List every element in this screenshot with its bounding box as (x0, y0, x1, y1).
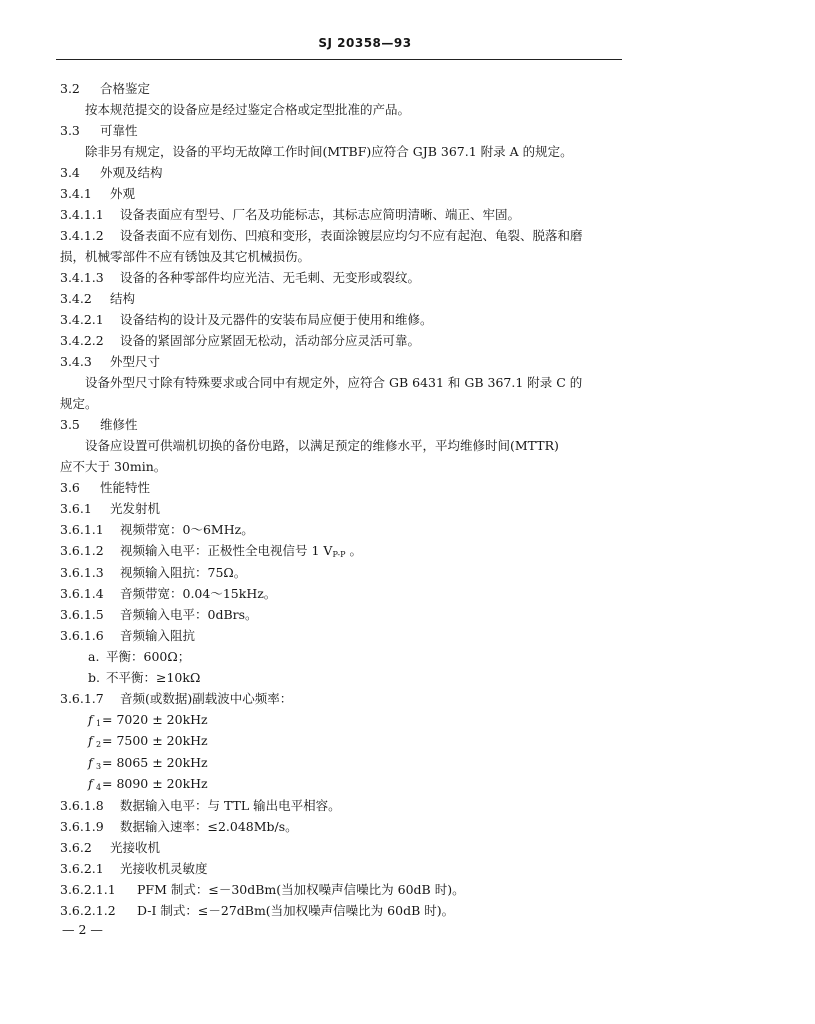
section-number: 3.4.2.2 (60, 333, 104, 348)
section-number: 3.3 (60, 123, 80, 138)
section-number: 3.2 (60, 81, 80, 96)
section-number: 3.5 (60, 417, 80, 432)
formula-variable: f (88, 712, 93, 727)
section-number: 3.6.2.1.1 (60, 882, 116, 897)
line-text: D-I 制式：≤－27dBm(当加权噪声信噪比为 60dB 时)。 (137, 903, 455, 918)
section-number: 3.4.1.3 (60, 270, 104, 285)
line-text: 维修性 (100, 417, 138, 432)
formula-subscript: 2 (96, 740, 102, 749)
line-text: 设备表面不应有划伤、凹痕和变形，表面涂镀层应均匀不应有起泡、龟裂、脱落和磨 (120, 228, 583, 243)
section-number: 3.4.1 (60, 186, 92, 201)
line-text: 光发射机 (110, 501, 161, 516)
line-text: 设备表面应有型号、厂名及功能标志，其标志应简明清晰、端正、牢固。 (120, 207, 521, 222)
section-number: 3.6.1.6 (60, 628, 104, 643)
section-number: 3.6.1.4 (60, 586, 104, 601)
line-text: 性能特性 (100, 480, 151, 495)
line-text: 设备的各种零部件均应光洁、无毛刺、无变形或裂纹。 (120, 270, 421, 285)
line-text: 设备的紧固部分应紧固无松动，活动部分应灵活可靠。 (120, 333, 421, 348)
unit-subscript: P-P (332, 550, 346, 559)
line-text: 设备外型尺寸除有特殊要求或合同中有规定外，应符合 GB 6431 和 GB 367.1 附录 C 的 (85, 375, 583, 390)
section-number: 3.6.1 (60, 501, 92, 516)
line-text: 平衡：600Ω； (106, 649, 191, 664)
section-number: 3.6.2.1 (60, 861, 104, 876)
section-number: 3.6.1.2 (60, 543, 104, 558)
header-rule (56, 59, 622, 60)
line-text: 音频带宽：0.04～15kHz。 (120, 586, 277, 601)
line-text: 音频(或数据)副载波中心频率： (120, 691, 293, 706)
line-text: 外观及结构 (100, 165, 163, 180)
section-number: 3.6.1.8 (60, 798, 104, 813)
page-number: — 2 — (62, 922, 103, 937)
section-number: 3.4.3 (60, 354, 92, 369)
line-text: PFM 制式：≤－30dBm(当加权噪声信噪比为 60dB 时)。 (137, 882, 465, 897)
line-text: 数据输入电平：与 TTL 输出电平相容。 (120, 798, 341, 813)
line-text: 音频输入阻抗 (120, 628, 196, 643)
line-text: 损，机械零部件不应有锈蚀及其它机械损伤。 (60, 249, 311, 264)
section-number: 3.6.1.7 (60, 691, 104, 706)
line-text: = 7500 ± 20kHz (102, 733, 208, 748)
line-text: 合格鉴定 (100, 81, 151, 96)
line-text: 可靠性 (100, 123, 138, 138)
formula-subscript: 4 (96, 783, 102, 792)
line-text: 光接收机 (110, 840, 161, 855)
line-text: 光接收机灵敏度 (120, 861, 208, 876)
line-text: 外观 (110, 186, 136, 201)
section-number: 3.6.2.1.2 (60, 903, 116, 918)
section-number: 3.4.1.2 (60, 228, 104, 243)
line-text: 外型尺寸 (110, 354, 161, 369)
formula-variable: f (88, 733, 93, 748)
line-text: 按本规范提交的设备应是经过鉴定合格或定型批准的产品。 (85, 102, 411, 117)
line-text: 视频带宽：0～6MHz。 (120, 522, 254, 537)
line-text: 除非另有规定，设备的平均无故障工作时间(MTBF)应符合 GJB 367.1 附录 A 的规定。 (85, 144, 573, 159)
section-number: 3.4.2.1 (60, 312, 104, 327)
section-number: 3.4.1.1 (60, 207, 104, 222)
line-text: = 8090 ± 20kHz (102, 776, 208, 791)
document-code-header: SJ 20358—93 (318, 36, 412, 50)
section-number: 3.6.2 (60, 840, 92, 855)
section-number: 3.6.1.1 (60, 522, 104, 537)
line-text: 视频输入阻抗：75Ω。 (120, 565, 247, 580)
section-number: 3.6.1.9 (60, 819, 104, 834)
section-number: 3.4.2 (60, 291, 92, 306)
line-text: 音频输入电平：0dBrs。 (120, 607, 258, 622)
section-number: 3.6.1.5 (60, 607, 104, 622)
section-number: 3.4 (60, 165, 80, 180)
line-text: 数据输入速率：≤2.048Mb/s。 (120, 819, 298, 834)
section-number: 3.6.1.3 (60, 565, 104, 580)
line-text: 规定。 (60, 396, 98, 411)
section-number: a. (88, 649, 100, 664)
line-text: = 7020 ± 20kHz (102, 712, 208, 727)
line-text: 不平衡：≥10kΩ (106, 670, 201, 685)
line-text: 设备应设置可供端机切换的备份电路，以满足预定的维修水平，平均维修时间(MTTR) (85, 438, 559, 453)
formula-variable: f (88, 755, 93, 770)
line-text: 应不大于 30min。 (60, 459, 167, 474)
section-number: b. (88, 670, 100, 685)
section-number: 3.6 (60, 480, 80, 495)
formula-variable: f (88, 776, 93, 791)
line-text-tail: 。 (345, 543, 362, 558)
line-text: 视频输入电平：正极性全电视信号 1 $V_{P-P}$ 。 (120, 543, 362, 559)
formula-subscript: 1 (96, 719, 102, 728)
line-text: = 8065 ± 20kHz (102, 755, 208, 770)
formula-subscript: 3 (96, 762, 102, 771)
line-text: 设备结构的设计及元器件的安装布局应便于使用和维修。 (120, 312, 433, 327)
line-text: 结构 (110, 291, 136, 306)
